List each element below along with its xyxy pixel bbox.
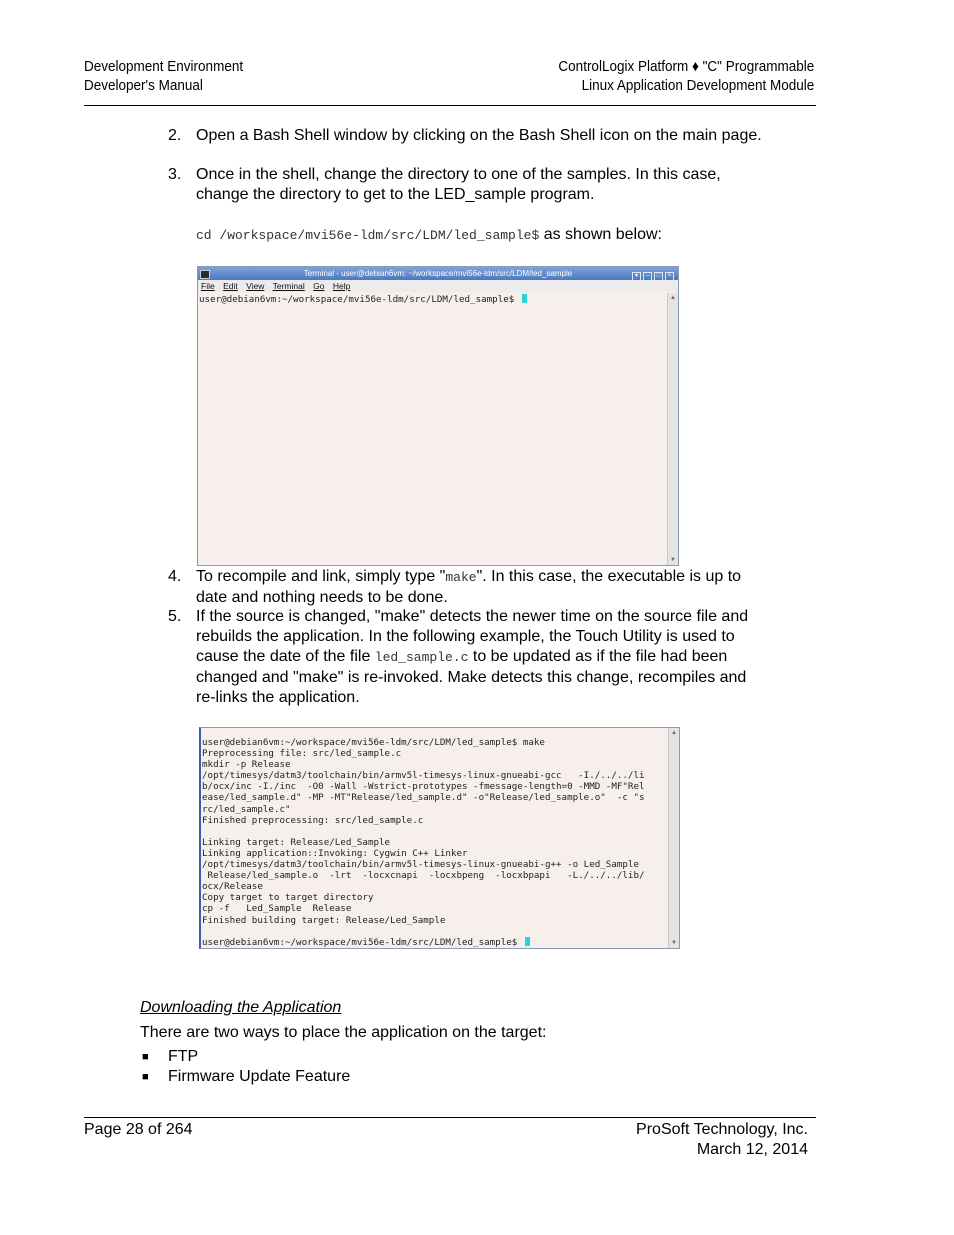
scroll-down-icon[interactable]: ▼ [671, 940, 677, 946]
scroll-up-icon[interactable]: ▲ [671, 730, 677, 736]
terminal-output-line: /opt/timesys/datm3/toolchain/bin/armv5l-timesys-linux-gnueabi-gcc -I./../../li [202, 770, 645, 782]
step-text [196, 607, 766, 708]
bullet-firmware: Firmware Update Feature [168, 1068, 351, 1085]
terminal-output[interactable] [202, 737, 668, 948]
terminal-scrollbar[interactable] [668, 728, 679, 948]
terminal-output-line: user@debian6vm:~/workspace/mvi56e-ldm/src/LDM/led_sample$ make [202, 737, 545, 748]
bullet-ftp: FTP [168, 1048, 199, 1065]
terminal-output-line: mkdir -p Release [202, 759, 291, 771]
terminal-output-line: Copy target to target directory [202, 892, 374, 904]
menu-edit[interactable]: Edit [223, 281, 238, 291]
terminal-menubar [198, 280, 678, 292]
terminal-output-line [202, 926, 668, 937]
terminal-output-lines [202, 737, 668, 937]
step-text-part: ". In this case, the executable is up to date and nothing needs to be done. [196, 568, 742, 606]
close-icon[interactable]: × [665, 272, 674, 281]
inline-code: led_sample.c [374, 650, 469, 665]
scroll-down-icon[interactable]: ▼ [670, 557, 676, 563]
menu-terminal[interactable]: Terminal [272, 281, 305, 291]
step-text-part: to be updated as if the file had been changed and "make" is re-invoked. Make detects this change, recompiles and re-links the application. [196, 648, 747, 706]
scroll-up-icon[interactable]: ▲ [670, 295, 676, 301]
terminal-output-line: Linking target: Release/Led_Sample [202, 836, 391, 848]
cd-command-code: cd /workspace/mvi56e-ldm/src/LDM/led_sample$ [196, 228, 540, 243]
terminal-output-line: rc/led_sample.c" [202, 803, 291, 815]
terminal-window [197, 266, 679, 566]
terminal-output-line: Release/led_sample.o -lrt -locxcnapi -locxbpeng -locxbpapi -L./../../lib/ [202, 870, 645, 882]
step-text-part: To recompile and link, simply type " [196, 568, 446, 585]
terminal-title: Terminal - user@debian6vm: ~/workspace/mvi56e-ldm/src/LDM/led_sample [303, 269, 573, 278]
header-platform-title: ControlLogix Platform ♦ "C" Programmable [558, 58, 814, 75]
menu-file[interactable]: File [201, 281, 215, 291]
header-right [558, 57, 814, 95]
page-number: Page 28 of 264 [84, 1121, 193, 1138]
terminal-titlebar [198, 267, 678, 280]
section-intro: There are two ways to place the application on the target: [140, 1024, 547, 1041]
maximize-icon[interactable]: □ [654, 272, 663, 281]
minimize-icon[interactable]: – [643, 272, 652, 281]
terminal-output-line: Preprocessing file: src/led_sample.c [202, 748, 402, 760]
terminal-prompt: user@debian6vm:~/workspace/mvi56e-ldm/src/LDM/led_sample$ [202, 936, 523, 948]
terminal-prompt: user@debian6vm:~/workspace/mvi56e-ldm/src/LDM/led_sample$ [199, 294, 520, 305]
menu-arrow-icon[interactable]: ▾ [632, 272, 641, 281]
terminal-output-window [199, 727, 680, 949]
terminal-output-line [202, 826, 668, 837]
terminal-output-line: /opt/timesys/datm3/toolchain/bin/armv5l-timesys-linux-gnueabi-g++ -o Led_Sample [202, 859, 639, 871]
step-text: Open a Bash Shell window by clicking on the Bash Shell icon on the main page. [196, 127, 762, 144]
cd-command-line [196, 225, 766, 246]
cd-command-suffix: as shown below: [539, 226, 662, 243]
terminal-scrollbar[interactable] [667, 293, 678, 565]
footer-date: March 12, 2014 [696, 1141, 808, 1158]
step-number: 4. [168, 568, 182, 585]
step-text-part: If the source is changed, "make" detects the newer time on the source file and rebuilds the application. In the following example, the Touch Utility is used to cause the date of the file [196, 608, 749, 665]
bullet-icon: ■ [142, 1071, 149, 1083]
header-left [84, 57, 243, 95]
terminal-output-line: Linking application::Invoking: Cygwin C++ Linker [202, 847, 468, 859]
terminal-content[interactable] [198, 293, 667, 565]
header-module-title: Linux Application Development Module [581, 77, 814, 94]
header-section-title: Development Environment [84, 58, 244, 75]
terminal-output-line: cp -f Led_Sample Release [202, 903, 352, 915]
terminal-app-icon [200, 270, 210, 279]
step-text: Once in the shell, change the directory to one of the samples. In this case, change the directory to get to the LED_sample program. [196, 166, 721, 203]
inline-code: make [445, 570, 477, 585]
terminal-output-line: b/ocx/inc -I./inc -O0 -Wall -Wstrict-prototypes -fmessage-length=0 -MMD -MF"Rel [202, 781, 645, 793]
footer-rule [84, 1117, 816, 1118]
menu-help[interactable]: Help [332, 281, 351, 291]
terminal-output-line: ease/led_sample.d" -MP -MT"Release/led_sample.d" -o"Release/led_sample.o" -c "s [202, 792, 645, 804]
step-text [196, 567, 766, 608]
menu-go[interactable]: Go [313, 281, 325, 291]
step-number: 2. [168, 127, 182, 144]
header-manual-title: Developer's Manual [84, 77, 203, 94]
terminal-cursor [525, 937, 530, 946]
terminal-output-line: ocx/Release [202, 881, 263, 893]
footer-company: ProSoft Technology, Inc. [636, 1121, 808, 1138]
header-rule [84, 105, 816, 106]
terminal-cursor [522, 294, 527, 303]
step-number: 3. [168, 166, 182, 183]
menu-view[interactable]: View [246, 281, 265, 291]
step-number: 5. [168, 608, 182, 625]
bullet-icon: ■ [142, 1051, 149, 1063]
terminal-output-line: Finished preprocessing: src/led_sample.c [202, 814, 424, 826]
section-title: Downloading the Application [140, 999, 342, 1016]
terminal-output-line: Finished building target: Release/Led_Sample [202, 914, 446, 926]
